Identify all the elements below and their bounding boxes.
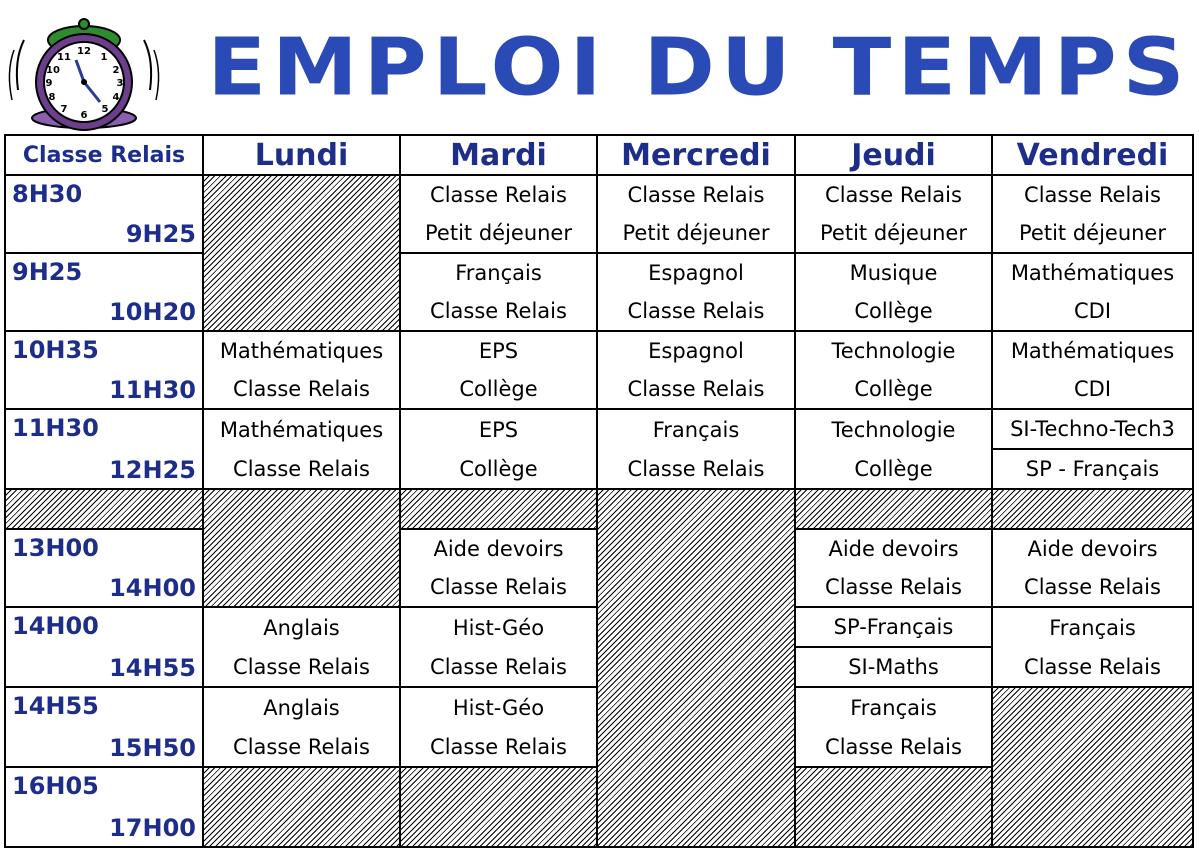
course-subject: Aide devoirs [433, 537, 564, 561]
course-location: Classe Relais [233, 734, 370, 759]
course-cell [993, 530, 1194, 608]
day-header-lundi [204, 134, 401, 176]
empty-slot [993, 490, 1194, 530]
empty-slot [204, 768, 401, 848]
slot-start-time: 9H25 [12, 258, 83, 286]
course-subject: Hist-Géo [452, 695, 545, 720]
course-subject: Français [455, 261, 542, 285]
svg-text:7: 7 [60, 104, 68, 115]
slot-end-time: 14H55 [109, 654, 196, 682]
course-subject: SI-Techno-Tech3 [1010, 417, 1175, 441]
course-cell-split [993, 450, 1194, 490]
timetable-grid [4, 134, 1194, 848]
course-cell [796, 176, 993, 254]
course-location: Petit déjeuner [425, 221, 572, 245]
course-cell [401, 688, 598, 768]
day-label: Lundi [254, 137, 349, 173]
course-cell [796, 332, 993, 410]
course-cell [598, 254, 796, 332]
course-cell [796, 410, 993, 490]
course-location: Classe Relais [233, 654, 370, 679]
course-cell [796, 530, 993, 608]
lunch-break-cell [4, 490, 204, 530]
slot-start-time: 11H30 [12, 414, 99, 442]
class-name-label: Classe Relais [22, 142, 186, 168]
slot-start-time: 14H00 [12, 612, 99, 640]
course-location: Classe Relais [430, 654, 567, 679]
slot-end-time: 12H25 [109, 456, 196, 484]
course-location: Collège [459, 377, 538, 401]
course-cell [993, 254, 1194, 332]
empty-slot [598, 490, 796, 848]
course-subject: Français [850, 695, 937, 720]
course-cell [796, 254, 993, 332]
course-subject: Mathématiques [1010, 261, 1175, 285]
course-location: Petit déjeuner [820, 221, 967, 245]
course-cell [796, 688, 993, 768]
course-location: Classe Relais [430, 299, 567, 323]
course-cell [401, 254, 598, 332]
course-subject: Anglais [263, 615, 340, 640]
course-subject: Technologie [831, 339, 956, 363]
course-location: Classe Relais [627, 377, 765, 401]
course-subject: SP - Français [1025, 457, 1160, 481]
day-header-vendredi [993, 134, 1194, 176]
svg-text:4: 4 [112, 92, 120, 103]
course-subject: SI-Maths [848, 655, 939, 679]
course-location: Classe Relais [627, 456, 765, 481]
svg-text:9: 9 [45, 78, 53, 89]
empty-slot [204, 490, 401, 608]
course-location: Classe Relais [1024, 575, 1161, 599]
empty-slot [204, 176, 401, 332]
day-header-mercredi [598, 134, 796, 176]
time-slot [4, 608, 204, 688]
course-subject: Français [652, 417, 740, 442]
course-subject: Hist-Géo [452, 615, 545, 640]
course-cell-split [993, 410, 1194, 450]
course-subject: Classe Relais [430, 183, 567, 207]
empty-slot [401, 768, 598, 848]
course-location: Classe Relais [825, 575, 962, 599]
course-cell [204, 410, 401, 490]
empty-slot [993, 688, 1194, 848]
course-subject: Classe Relais [825, 183, 962, 207]
day-label: Mercredi [621, 137, 771, 173]
course-location: Collège [854, 456, 933, 481]
course-cell-split [796, 648, 993, 688]
course-location: CDI [1073, 377, 1112, 401]
empty-slot [796, 768, 993, 848]
course-location: Classe Relais [233, 456, 370, 481]
course-location: Collège [459, 456, 538, 481]
time-slot [4, 254, 204, 332]
course-location: Classe Relais [430, 734, 567, 759]
time-slot [4, 332, 204, 410]
course-cell [204, 332, 401, 410]
course-location: Classe Relais [430, 575, 567, 599]
slot-end-time: 11H30 [109, 376, 196, 404]
slot-start-time: 13H00 [12, 534, 99, 562]
course-subject: Espagnol [648, 261, 744, 285]
course-subject: Mathématiques [219, 339, 384, 363]
course-location: Classe Relais [233, 377, 370, 401]
course-location: CDI [1073, 299, 1112, 323]
time-slot [4, 530, 204, 608]
course-subject: Aide devoirs [828, 537, 959, 561]
course-subject: Technologie [831, 417, 956, 442]
slot-start-time: 10H35 [12, 336, 99, 364]
course-subject: Classe Relais [627, 183, 765, 207]
course-cell [401, 608, 598, 688]
course-subject: Mathématiques [219, 417, 384, 442]
time-slot [4, 176, 204, 254]
alarm-clock-icon [4, 10, 164, 132]
svg-text:11: 11 [57, 52, 71, 63]
svg-text:8: 8 [48, 92, 56, 103]
time-slot [4, 768, 204, 848]
course-cell [204, 688, 401, 768]
course-cell [993, 332, 1194, 410]
svg-text:3: 3 [116, 78, 124, 89]
course-subject: Français [1049, 615, 1136, 640]
svg-text:5: 5 [101, 104, 109, 115]
empty-slot [401, 490, 598, 530]
course-location: Classe Relais [1024, 654, 1161, 679]
course-location: Petit déjeuner [622, 221, 770, 245]
course-cell [993, 176, 1194, 254]
course-subject: EPS [478, 417, 519, 442]
course-cell [993, 608, 1194, 688]
svg-text:1: 1 [100, 52, 108, 63]
svg-text:10: 10 [46, 65, 60, 76]
svg-text:6: 6 [80, 110, 88, 121]
slot-end-time: 9H25 [125, 220, 196, 248]
course-subject: Anglais [263, 695, 340, 720]
course-cell [401, 176, 598, 254]
course-cell-split [796, 608, 993, 648]
slot-end-time: 15H50 [109, 734, 196, 762]
svg-text:12: 12 [77, 46, 91, 57]
course-cell [401, 332, 598, 410]
course-subject: Espagnol [648, 339, 744, 363]
time-slot [4, 688, 204, 768]
slot-start-time: 16H05 [12, 772, 99, 800]
slot-end-time: 10H20 [109, 298, 196, 326]
page-title: EMPLOI DU TEMPS [207, 22, 1191, 114]
course-cell [204, 608, 401, 688]
header [0, 0, 1199, 134]
course-subject: Classe Relais [1024, 183, 1161, 207]
course-location: Collège [854, 377, 933, 401]
course-cell [598, 332, 796, 410]
course-cell [598, 176, 796, 254]
day-header-mardi [401, 134, 598, 176]
course-cell [401, 530, 598, 608]
day-header-jeudi [796, 134, 993, 176]
day-label: Jeudi [851, 137, 936, 173]
empty-slot [796, 490, 993, 530]
slot-end-time: 17H00 [109, 814, 196, 842]
slot-start-time: 8H30 [12, 180, 83, 208]
slot-end-time: 14H00 [109, 574, 196, 602]
slot-start-time: 14H55 [12, 692, 99, 720]
course-subject: SP-Français [833, 615, 954, 639]
course-cell [401, 410, 598, 490]
course-location: Collège [854, 299, 933, 323]
course-subject: Aide devoirs [1027, 537, 1158, 561]
course-subject: Mathématiques [1010, 339, 1175, 363]
course-location: Classe Relais [627, 299, 765, 323]
time-slot [4, 410, 204, 490]
course-location: Classe Relais [825, 734, 962, 759]
course-cell [598, 410, 796, 490]
day-label: Vendredi [1016, 137, 1169, 173]
course-subject: EPS [478, 339, 519, 363]
svg-text:2: 2 [112, 65, 120, 76]
course-location: Petit déjeuner [1019, 221, 1166, 245]
day-label: Mardi [450, 137, 547, 173]
corner-label [4, 134, 204, 176]
course-subject: Musique [849, 261, 938, 285]
